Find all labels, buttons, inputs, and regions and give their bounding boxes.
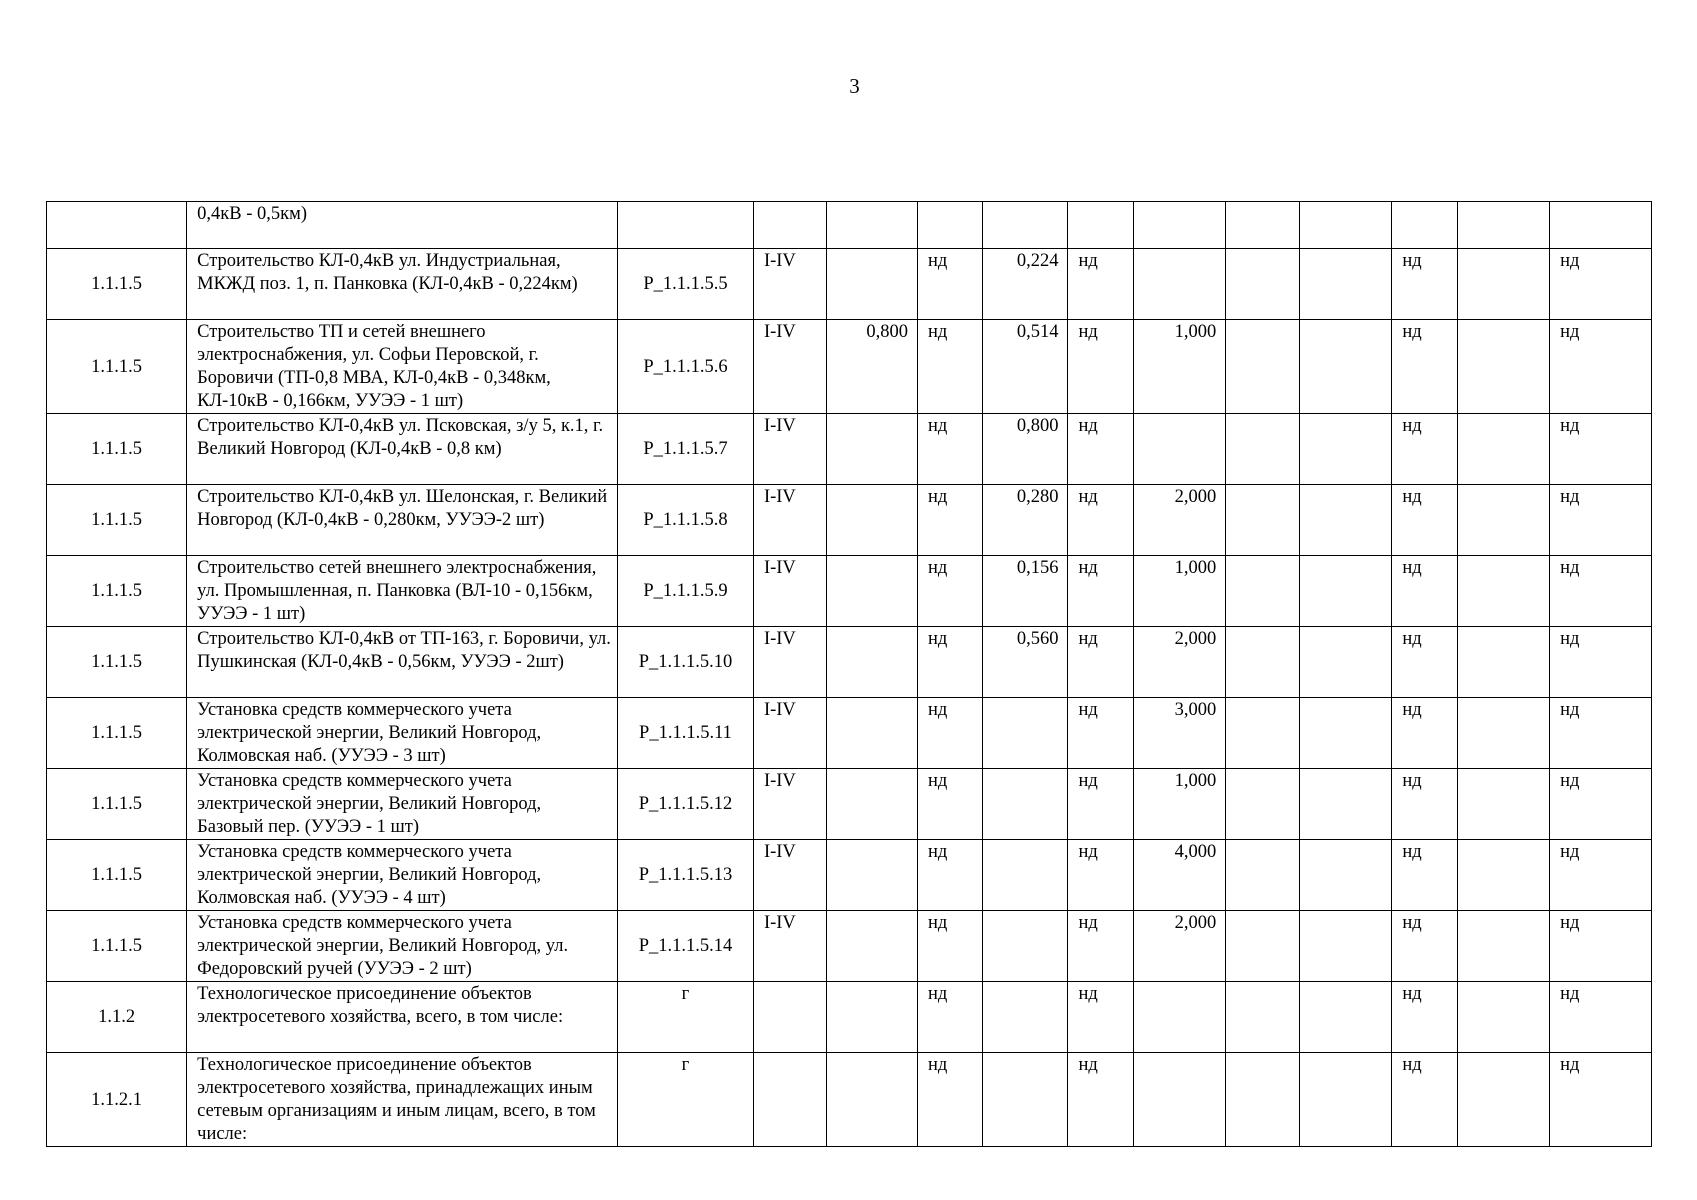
value-cell: I-IV (753, 320, 826, 414)
table-row (47, 840, 1652, 911)
value-cell: нд (1392, 1053, 1457, 1147)
value-cell (753, 202, 826, 249)
value-cell (1226, 840, 1300, 911)
value-cell: нд (917, 485, 982, 556)
value-cell (826, 1053, 917, 1147)
value-cell (753, 1053, 826, 1147)
table-row (47, 698, 1652, 769)
value-cell (1299, 414, 1391, 485)
value-cell: 1,000 (1133, 320, 1225, 414)
value-cell: 0,800 (983, 414, 1068, 485)
value-cell: нд (1068, 414, 1133, 485)
value-cell (1457, 249, 1549, 320)
value-cell: нд (1550, 1053, 1652, 1147)
row-number-cell: 1.1.1.5 (47, 414, 187, 485)
table-row (47, 485, 1652, 556)
table-row (47, 1053, 1652, 1147)
value-cell (826, 485, 917, 556)
value-cell (1226, 414, 1300, 485)
value-cell: нд (1392, 840, 1457, 911)
row-number-cell: 1.1.1.5 (47, 320, 187, 414)
project-description-cell: 0,4кВ - 0,5км) (187, 202, 618, 249)
value-cell: нд (1550, 556, 1652, 627)
value-cell: нд (1392, 911, 1457, 982)
value-cell (1457, 840, 1549, 911)
value-cell (1299, 698, 1391, 769)
value-cell (1226, 982, 1300, 1053)
value-cell (983, 911, 1068, 982)
project-description-cell: Установка средств коммерческого учета электрической энергии, Великий Новгород, Колмовская наб. (УУЭЭ - 4 шт) (187, 840, 618, 911)
table-row (47, 249, 1652, 320)
value-cell: нд (1392, 982, 1457, 1053)
project-id-cell: P_1.1.1.5.14 (617, 911, 753, 982)
value-cell (1457, 1053, 1549, 1147)
value-cell: нд (917, 320, 982, 414)
value-cell (826, 627, 917, 698)
value-cell (1550, 202, 1652, 249)
value-cell (826, 202, 917, 249)
value-cell: нд (1550, 249, 1652, 320)
table-row (47, 320, 1652, 414)
value-cell (1457, 202, 1549, 249)
value-cell (983, 769, 1068, 840)
row-number-cell: 1.1.1.5 (47, 840, 187, 911)
value-cell: нд (1550, 769, 1652, 840)
value-cell: нд (917, 1053, 982, 1147)
value-cell (1133, 414, 1225, 485)
value-cell: I-IV (753, 840, 826, 911)
value-cell: нд (917, 769, 982, 840)
investment-program-table (46, 201, 1652, 1147)
value-cell (1299, 485, 1391, 556)
value-cell (983, 202, 1068, 249)
value-cell (1226, 911, 1300, 982)
project-description-cell: Строительство КЛ-0,4кВ ул. Индустриальная, МКЖД поз. 1, п. Панковка (КЛ-0,4кВ - 0,224км) (187, 249, 618, 320)
value-cell: нд (1068, 627, 1133, 698)
value-cell: I-IV (753, 769, 826, 840)
value-cell: нд (1550, 698, 1652, 769)
value-cell (1226, 485, 1300, 556)
row-number-cell: 1.1.1.5 (47, 485, 187, 556)
project-id-cell: P_1.1.1.5.6 (617, 320, 753, 414)
value-cell (826, 911, 917, 982)
value-cell (1299, 320, 1391, 414)
project-description-cell: Технологическое присоединение объектов электросетевого хозяйства, всего, в том числе: (187, 982, 618, 1053)
value-cell (1299, 840, 1391, 911)
project-id-cell: P_1.1.1.5.5 (617, 249, 753, 320)
value-cell: нд (917, 249, 982, 320)
value-cell: нд (917, 698, 982, 769)
value-cell (826, 698, 917, 769)
project-id-cell: P_1.1.1.5.9 (617, 556, 753, 627)
value-cell (917, 202, 982, 249)
value-cell (1226, 1053, 1300, 1147)
value-cell (1457, 911, 1549, 982)
project-description-cell: Технологическое присоединение объектов электросетевого хозяйства, принадлежащих иным сетевым организациям и иным лицам, всего, в том числе: (187, 1053, 618, 1147)
value-cell: нд (1392, 249, 1457, 320)
value-cell (1226, 249, 1300, 320)
value-cell (1457, 698, 1549, 769)
value-cell: I-IV (753, 556, 826, 627)
value-cell: 2,000 (1133, 627, 1225, 698)
value-cell (1457, 485, 1549, 556)
value-cell: нд (1068, 982, 1133, 1053)
value-cell: нд (1392, 556, 1457, 627)
value-cell: нд (1392, 414, 1457, 485)
value-cell: нд (917, 627, 982, 698)
value-cell: I-IV (753, 249, 826, 320)
project-description-cell: Строительство КЛ-0,4кВ ул. Шелонская, г. Великий Новгород (КЛ-0,4кВ - 0,280км, УУЭЭ-2 шт) (187, 485, 618, 556)
value-cell: нд (1068, 320, 1133, 414)
project-description-cell: Строительство сетей внешнего электроснабжения, ул. Промышленная, п. Панковка (ВЛ-10 - 0,156км, УУЭЭ - 1 шт) (187, 556, 618, 627)
value-cell (1457, 556, 1549, 627)
value-cell (826, 840, 917, 911)
value-cell: нд (1068, 249, 1133, 320)
value-cell: нд (1392, 769, 1457, 840)
project-id-cell: P_1.1.1.5.7 (617, 414, 753, 485)
value-cell: 1,000 (1133, 769, 1225, 840)
value-cell: нд (1392, 698, 1457, 769)
value-cell (1457, 769, 1549, 840)
table-row (47, 202, 1652, 249)
table-row (47, 911, 1652, 982)
value-cell: нд (1068, 911, 1133, 982)
value-cell: нд (1392, 627, 1457, 698)
value-cell: I-IV (753, 627, 826, 698)
value-cell (1299, 202, 1391, 249)
value-cell: нд (1068, 556, 1133, 627)
value-cell (1133, 1053, 1225, 1147)
value-cell: нд (1550, 982, 1652, 1053)
project-id-cell: г (617, 1053, 753, 1147)
row-number-cell: 1.1.1.5 (47, 698, 187, 769)
row-number-cell: 1.1.1.5 (47, 556, 187, 627)
value-cell (826, 556, 917, 627)
value-cell: 3,000 (1133, 698, 1225, 769)
project-description-cell: Установка средств коммерческого учета электрической энергии, Великий Новгород, Колмовская наб. (УУЭЭ - 3 шт) (187, 698, 618, 769)
value-cell (983, 1053, 1068, 1147)
value-cell (1226, 769, 1300, 840)
project-description-cell: Строительство КЛ-0,4кВ ул. Псковская, з/у 5, к.1, г. Великий Новгород (КЛ-0,4кВ - 0,8 км) (187, 414, 618, 485)
value-cell: I-IV (753, 911, 826, 982)
project-id-cell: P_1.1.1.5.11 (617, 698, 753, 769)
value-cell: нд (1068, 1053, 1133, 1147)
row-number-cell: 1.1.2 (47, 982, 187, 1053)
row-number-cell: 1.1.2.1 (47, 1053, 187, 1147)
project-description-cell: Установка средств коммерческого учета электрической энергии, Великий Новгород, ул. Федоровский ручей (УУЭЭ - 2 шт) (187, 911, 618, 982)
value-cell: нд (1550, 840, 1652, 911)
value-cell (1226, 698, 1300, 769)
value-cell (1392, 202, 1457, 249)
project-id-cell (617, 202, 753, 249)
value-cell: 2,000 (1133, 911, 1225, 982)
value-cell (1299, 556, 1391, 627)
value-cell (1457, 627, 1549, 698)
value-cell (1457, 414, 1549, 485)
value-cell: нд (1550, 414, 1652, 485)
value-cell: нд (917, 414, 982, 485)
project-description-cell: Строительство КЛ-0,4кВ от ТП-163, г. Боровичи, ул. Пушкинская (КЛ-0,4кВ - 0,56км, УУЭЭ - 2шт) (187, 627, 618, 698)
value-cell: нд (1068, 840, 1133, 911)
value-cell (983, 982, 1068, 1053)
value-cell: 0,800 (826, 320, 917, 414)
row-number-cell: 1.1.1.5 (47, 249, 187, 320)
value-cell (826, 414, 917, 485)
value-cell: нд (1068, 698, 1133, 769)
row-number-cell: 1.1.1.5 (47, 769, 187, 840)
value-cell: нд (1068, 769, 1133, 840)
value-cell (753, 982, 826, 1053)
value-cell (1299, 1053, 1391, 1147)
project-id-cell: P_1.1.1.5.10 (617, 627, 753, 698)
value-cell: 0,156 (983, 556, 1068, 627)
value-cell (983, 698, 1068, 769)
row-number-cell: 1.1.1.5 (47, 911, 187, 982)
project-id-cell: г (617, 982, 753, 1053)
value-cell (1133, 249, 1225, 320)
value-cell (826, 982, 917, 1053)
value-cell: 0,514 (983, 320, 1068, 414)
table-row (47, 556, 1652, 627)
value-cell: нд (1392, 320, 1457, 414)
value-cell: 4,000 (1133, 840, 1225, 911)
row-number-cell (47, 202, 187, 249)
row-number-cell: 1.1.1.5 (47, 627, 187, 698)
value-cell (1299, 982, 1391, 1053)
value-cell (826, 249, 917, 320)
project-id-cell: P_1.1.1.5.13 (617, 840, 753, 911)
value-cell (1133, 982, 1225, 1053)
value-cell: нд (917, 840, 982, 911)
value-cell (1226, 556, 1300, 627)
page-number: 3 (849, 74, 860, 98)
value-cell (1226, 202, 1300, 249)
project-id-cell: P_1.1.1.5.12 (617, 769, 753, 840)
value-cell: I-IV (753, 414, 826, 485)
value-cell (1299, 249, 1391, 320)
value-cell (1457, 320, 1549, 414)
project-description-cell: Установка средств коммерческого учета электрической энергии, Великий Новгород, Базовый пер. (УУЭЭ - 1 шт) (187, 769, 618, 840)
value-cell: нд (1550, 320, 1652, 414)
table-row (47, 414, 1652, 485)
value-cell (1226, 627, 1300, 698)
value-cell (1457, 982, 1549, 1053)
value-cell: нд (917, 556, 982, 627)
value-cell (1299, 627, 1391, 698)
value-cell (1299, 769, 1391, 840)
value-cell: 1,000 (1133, 556, 1225, 627)
table-row (47, 627, 1652, 698)
table-row (47, 769, 1652, 840)
value-cell (1068, 202, 1133, 249)
value-cell: 0,280 (983, 485, 1068, 556)
value-cell: 0,224 (983, 249, 1068, 320)
value-cell: 0,560 (983, 627, 1068, 698)
value-cell: нд (1392, 485, 1457, 556)
value-cell (826, 769, 917, 840)
value-cell: нд (1550, 485, 1652, 556)
value-cell: 2,000 (1133, 485, 1225, 556)
value-cell (1299, 911, 1391, 982)
value-cell: нд (1550, 911, 1652, 982)
value-cell: нд (917, 982, 982, 1053)
value-cell: нд (1068, 485, 1133, 556)
value-cell: нд (917, 911, 982, 982)
project-description-cell: Строительство ТП и сетей внешнего электроснабжения, ул. Софьи Перовской, г. Боровичи (ТП-0,8 МВА, КЛ-0,4кВ - 0,348км, КЛ-10кВ - 0,166км, УУЭЭ - 1 шт) (187, 320, 618, 414)
table-row (47, 982, 1652, 1053)
value-cell (983, 840, 1068, 911)
value-cell (1133, 202, 1225, 249)
value-cell: I-IV (753, 485, 826, 556)
value-cell: нд (1550, 627, 1652, 698)
project-id-cell: P_1.1.1.5.8 (617, 485, 753, 556)
value-cell: I-IV (753, 698, 826, 769)
value-cell (1226, 320, 1300, 414)
